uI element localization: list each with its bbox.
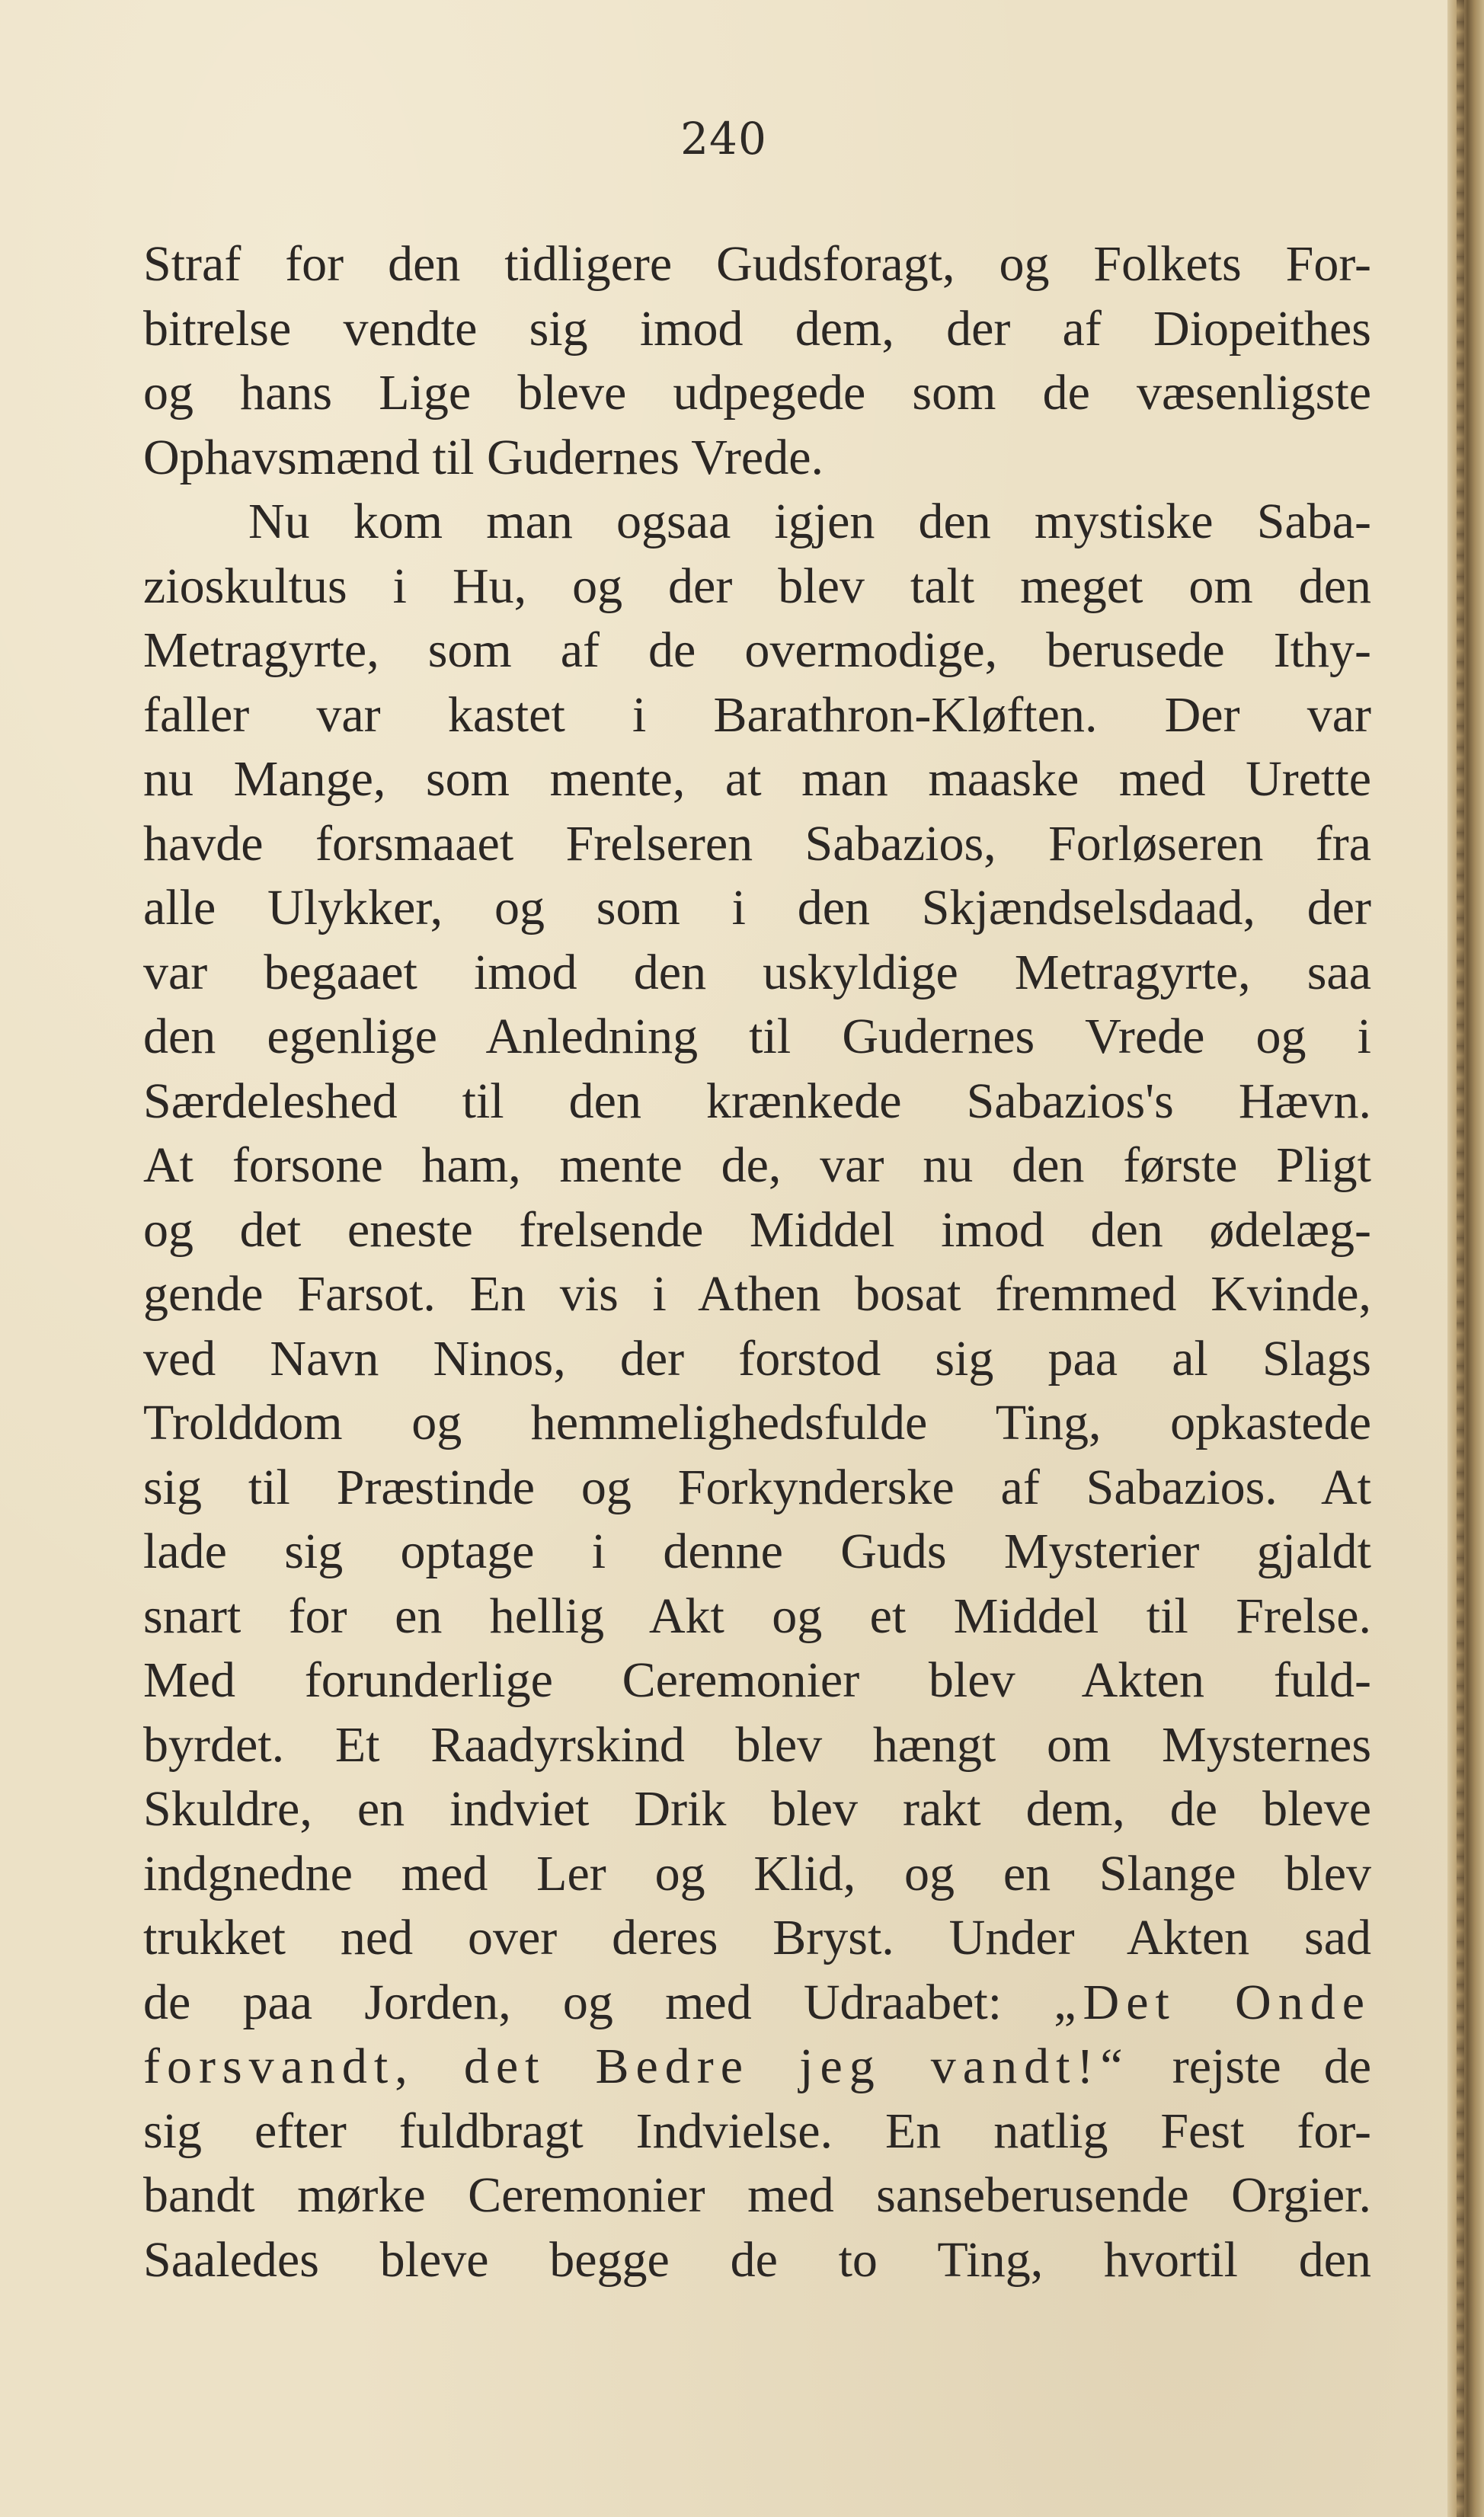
text-line: Metragyrte, som af de overmodige, berusede Ithy- [143, 622, 1371, 678]
text-line: indgnedne med Ler og Klid, og en Slange blev [143, 1845, 1371, 1901]
text-line: bitrelse vendte sig imod dem, der af Diopeithes [143, 300, 1371, 357]
paragraph-start-line: Nu kom man ogsaa igjen den mystiske Saba- [248, 494, 1371, 549]
text-line: Trolddom og hemmelighedsfulde Ting, opkastede [143, 1395, 1371, 1450]
text-line: og det eneste frelsende Middel imod den ødelæg- [143, 1201, 1371, 1258]
text-line [143, 1971, 1371, 2036]
text-line: den egenlige Anledning til Gudernes Vrede og i [143, 1009, 1371, 1064]
text-run: de paa Jorden, og med Udraabet: [143, 1974, 1054, 2030]
text-line: Skuldre, en indviet Drik blev rakt dem, de bleve [143, 1781, 1371, 1837]
text-line: nu Mange, som mente, at man maaske med Urette [143, 751, 1371, 807]
text-line: alle Ulykker, og som i den Skjændselsdaad, der [143, 880, 1371, 935]
text-line: var begaaet imod den uskyldige Metragyrte, saa [143, 944, 1371, 1000]
text-line: Straf for den tidligere Gudsforagt, og Folkets For- [143, 236, 1371, 292]
body-text [143, 232, 1371, 2292]
text-line: Saaledes bleve begge de to Ting, hvortil den [143, 2231, 1371, 2288]
text-line: bandt mørke Ceremonier med sanseberusende Orgier. [143, 2167, 1371, 2223]
text-line [143, 2035, 1371, 2100]
emphasized-quote: forsvandt, det Bedre jeg vandt!“ [143, 2039, 1130, 2094]
text-run: rejste de [1129, 2039, 1371, 2094]
text-line: Særdeleshed til den krænkede Sabazios's Hævn. [143, 1073, 1371, 1129]
text-line: havde forsmaaet Frelseren Sabazios, Forløseren fra [143, 815, 1371, 872]
text-line: sig til Præstinde og Forkynderske af Sabazios. At [143, 1459, 1371, 1515]
text-line: byrdet. Et Raadyrskind blev hængt om Mysternes [143, 1716, 1371, 1773]
text-line: Ophavsmænd til Gudernes Vrede. [143, 429, 824, 485]
text-line: og hans Lige bleve udpegede som de væsenligste [143, 365, 1371, 421]
text-line: gende Farsot. En vis i Athen bosat fremmed Kvinde, [143, 1266, 1371, 1322]
text-line: ved Navn Ninos, der forstod sig paa al Slags [143, 1330, 1371, 1386]
text-line: sig efter fuldbragt Indvielse. En natlig Fest for- [143, 2103, 1371, 2159]
page-edge-shadow [1447, 0, 1484, 2517]
page-number: 240 [680, 113, 767, 165]
text-line: Med forunderlige Ceremonier blev Akten fuld- [143, 1652, 1371, 1708]
text-line: zioskultus i Hu, og der blev talt meget om den [143, 558, 1371, 614]
emphasized-quote: „Det Onde [1054, 1974, 1371, 2030]
text-line: trukket ned over deres Bryst. Under Akten sad [143, 1910, 1371, 1965]
text-line: faller var kastet i Barathron-Kløften. Der var [143, 686, 1371, 743]
text-line: lade sig optage i denne Guds Mysterier gjaldt [143, 1524, 1371, 1579]
text-line: At forsone ham, mente de, var nu den første Pligt [143, 1137, 1371, 1193]
text-line: snart for en hellig Akt og et Middel til Frelse. [143, 1588, 1371, 1644]
